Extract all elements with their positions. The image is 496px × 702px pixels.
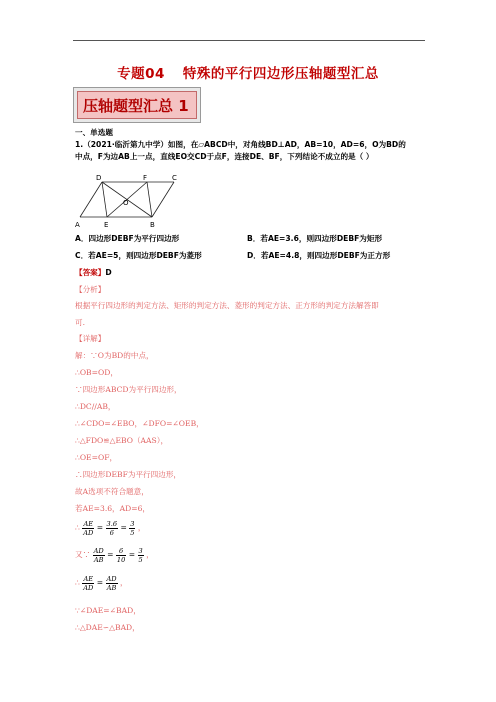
analysis-label: 【分析】: [75, 285, 106, 294]
side-bc: [152, 182, 174, 217]
fraction: $\frac{3}{5}$: [130, 519, 135, 537]
detail-line: 解：∵O为BD的中点，: [75, 351, 154, 360]
label-e: E: [104, 221, 109, 229]
answer-line: [75, 268, 112, 278]
eq-prefix: ∴: [75, 523, 80, 532]
option-c: C．若AE=5，则四边形DEBF为菱形: [75, 251, 202, 260]
fraction: $\frac{AE}{AD}$: [83, 519, 94, 537]
fraction: $\frac{6}{10}$: [116, 546, 126, 564]
label-b: B: [150, 221, 155, 229]
side-ad: [80, 182, 102, 217]
segment-de: [102, 182, 107, 217]
answer-label: 【答案】: [75, 268, 106, 277]
detail-line: ∴△DAE∽△BAD，: [75, 623, 140, 632]
option-d: D．若AE=4.8，则四边形DEBF为正方形: [247, 251, 391, 260]
page-title: [0, 62, 496, 82]
option-a: A．四边形DEBF为平行四边形: [75, 234, 180, 243]
detail-line: 故A选项不符合题意，: [75, 487, 149, 496]
fraction: $\frac{AD}{AB}$: [93, 546, 104, 564]
label-f: F: [143, 174, 148, 182]
detail-line: ∴△FDO≌△EBO（AAS），: [75, 436, 169, 445]
eq-prefix: 又∵: [75, 550, 91, 559]
detail-label: 【详解】: [75, 334, 106, 343]
detail-line: ∴∠CDO=∠EBO，∠DFO=∠OEB，: [75, 419, 204, 428]
eq-prefix: ∴: [75, 578, 80, 587]
detail-line: 若AE=3.6，AD=6，: [75, 504, 151, 513]
fraction: $\frac{AD}{AB}$: [106, 574, 117, 592]
label-c: C: [172, 174, 177, 182]
analysis-text-2: 可.: [75, 318, 86, 327]
label-a: A: [75, 221, 80, 229]
analysis-text-1: 根据平行四边形的判定方法、矩形的判定方法、菱形的判定方法、正方形的判定方法解答即: [75, 301, 379, 310]
label-o: O: [123, 199, 129, 207]
label-d: D: [96, 174, 102, 182]
option-b: B．若AE=3.6，则四边形DEBF为矩形: [247, 234, 383, 243]
parallelogram-figure: [70, 170, 190, 232]
equation-ratio-ae-ad: ∴ $\frac{AE}{AD}$ = $\frac{3.6}{6}$ = $\frac{3}{5}$ ，: [75, 519, 146, 537]
detail-line: ∴DC//AB，: [75, 402, 116, 411]
equation-ratio-equal: ∴ $\frac{AE}{AD}$ = $\frac{AD}{AB}$ ，: [75, 574, 128, 592]
section-banner: [73, 87, 201, 123]
segment-fb: [147, 182, 152, 217]
question-line-2: 中点，F为边AB上一点，直线EO交CD于点F，连接DE、BF，下列结论不成立的是（ ）: [75, 152, 374, 161]
equation-ratio-ad-ab: 又∵ $\frac{AD}{AB}$ = $\frac{6}{10}$ = $\frac{3}{5}$ ，: [75, 546, 154, 564]
detail-line: ∴OE=OF，: [75, 453, 118, 462]
banner-label: 压轴题型汇总 1: [77, 91, 197, 119]
fraction: $\frac{3}{5}$: [138, 546, 143, 564]
topic-title: 特殊的平行四边形压轴题型汇总: [182, 66, 379, 82]
detail-line: ∴四边形DEBF为平行四边形，: [75, 470, 182, 479]
question-line-1: 1.（2021·临沂第九中学）如图，在▱ABCD中，对角线BD⊥AD，AB=10，AD=6，O为BD的: [75, 140, 406, 149]
detail-line: ∵∠DAE=∠BAD，: [75, 606, 141, 615]
topic-number: 专题04: [117, 66, 165, 82]
header-rule: [73, 40, 425, 41]
answer-value: D: [105, 268, 112, 277]
fraction: $\frac{AE}{AD}$: [83, 574, 94, 592]
detail-line: ∴OB=OD，: [75, 368, 118, 377]
fraction: $\frac{3.6}{6}$: [106, 519, 118, 537]
section-heading: 一、单选题: [75, 128, 113, 137]
detail-line: ∵四边形ABCD为平行四边形，: [75, 385, 182, 394]
